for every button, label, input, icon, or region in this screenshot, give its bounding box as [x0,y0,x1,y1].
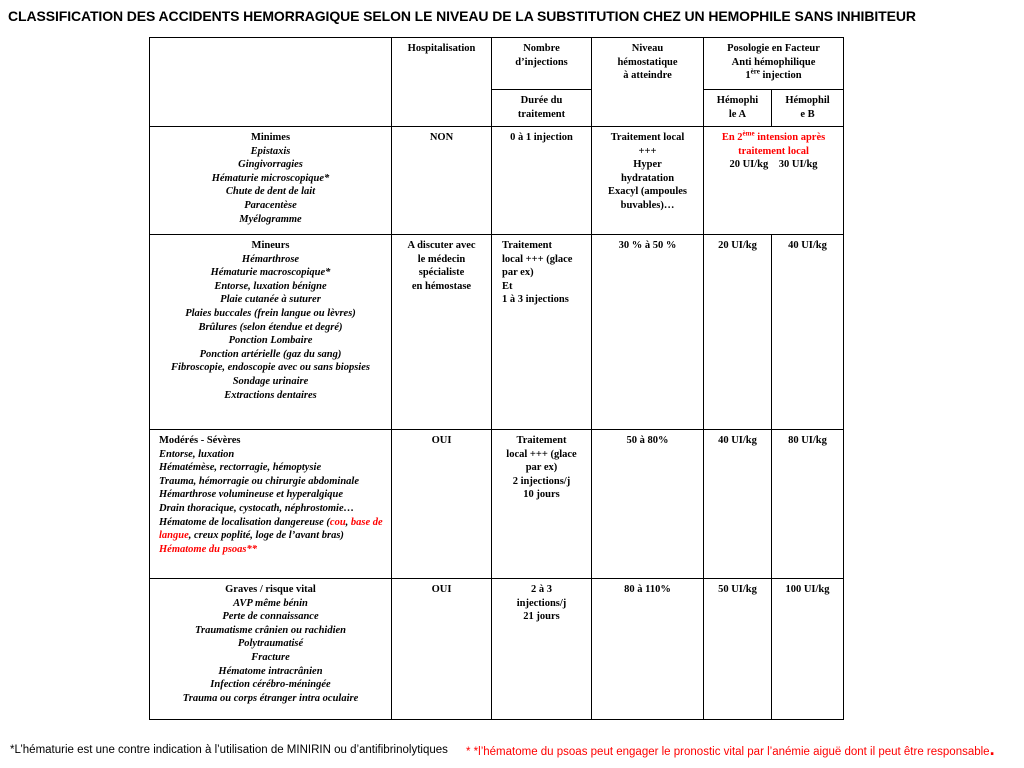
niveau-cell: 80 à 110% [592,579,704,720]
category-cell-moderes: Modérés - Sévères Entorse, luxation Hématémèse, rectorragie, hémoptysie Trauma, hémorragie ou chirurgie abdominale Hémarthrose volumineuse et hyperalgique Drain thoracique, cystocath, néphrostomie… Hématome de localisation dangereuse (cou, base de langue, creux poplité, loge de l’avant bras) Hématome du psoas** [150,430,392,579]
dose-b-cell: 40 UI/kg [772,235,844,430]
row-graves [150,579,844,720]
header-blank-cell [150,38,392,127]
header-posologie: Posologie en Facteur Anti hémophilique 1ère injection [704,38,844,90]
injections-cell: Traitement local +++ (glace par ex) 2 injections/j 10 jours [492,430,592,579]
dose-cell-merged: En 2ème intension après traitement local 20 UI/kg 30 UI/kg [704,127,844,235]
header-niveau-hemostatique: Niveau hémostatique à atteindre [592,38,704,127]
dose-a-cell: 50 UI/kg [704,579,772,720]
row-moderes-severes [150,430,844,579]
category-cell-minimes: Minimes Epistaxis Gingivorragies Hématurie microscopique* Chute de dent de lait Paracentèse Myélogramme [150,127,392,235]
row-mineurs [150,235,844,430]
header-duree-traitement: Durée du traitement [492,90,592,127]
hematome-dangereux-item: Hématome de localisation dangereuse (cou, base de langue, creux poplité, loge de l’avant bras) [159,516,383,542]
dose-b-cell: 80 UI/kg [772,430,844,579]
red-note: En 2ème intension après [721,129,826,143]
hospitalisation-cell: OUI [392,579,492,720]
footnote-hematurie: *L’hématurie est une contre indication à l’utilisation de MINIRIN ou d’antifibrinolytiques [10,744,448,756]
dose-a-cell: 20 UI/kg [704,235,772,430]
hospitalisation-cell: A discuter avec le médecin spécialiste en hémostase [392,235,492,430]
injections-cell: 2 à 3 injections/j 21 jours [492,579,592,720]
classification-table [149,37,844,720]
dose-a: 20 UI/kg [729,159,769,171]
hospitalisation-cell: OUI [392,430,492,579]
header-nombre-injections: Nombre d’injections [492,38,592,90]
header-hospitalisation: Hospitalisation [392,38,492,127]
dose-a-cell: 40 UI/kg [704,430,772,579]
row-minimes [150,127,844,235]
header-hemophilie-a: Hémophi le A [704,90,772,127]
header-row-1 [150,38,844,90]
footnote-psoas: * *l’hématome du psoas peut engager le pronostic vital par l’anémie aiguë dont il peut être responsable. [466,739,995,759]
dose-b-cell: 100 UI/kg [772,579,844,720]
hospitalisation-cell: NON [392,127,492,235]
niveau-cell: 50 à 80% [592,430,704,579]
niveau-cell: Traitement local +++ Hyper hydratation Exacyl (ampoules buvables)… [592,127,704,235]
category-cell-mineurs: Mineurs Hémarthrose Hématurie macroscopique* Entorse, luxation bénigne Plaie cutanée à suturer Plaies buccales (frein langue ou lèvres) Brûlures (selon étendue et degré) Ponction Lombaire Ponction artérielle (gaz du sang) Fibroscopie, endoscopie avec ou sans biopsies Sondage urinaire Extractions dentaires [150,235,392,430]
page-title: CLASSIFICATION DES ACCIDENTS HEMORRAGIQUE SELON LE NIVEAU DE LA SUBSTITUTION CHEZ UN HEMOPHILE SANS INHIBITEUR [8,8,916,24]
niveau-cell: 30 % à 50 % [592,235,704,430]
injections-cell: 0 à 1 injection [492,127,592,235]
category-cell-graves: Graves / risque vital AVP même bénin Perte de connaissance Traumatisme crânien ou rachidien Polytraumatisé Fracture Hématome intracrânien Infection cérébro-méningée Trauma ou corps étranger intra oculaire [150,579,392,720]
dose-b: 30 UI/kg [778,159,818,171]
injections-cell: Traitement local +++ (glace par ex) Et 1 à 3 injections [492,235,592,430]
header-hemophilie-b: Hémophil e B [772,90,844,127]
